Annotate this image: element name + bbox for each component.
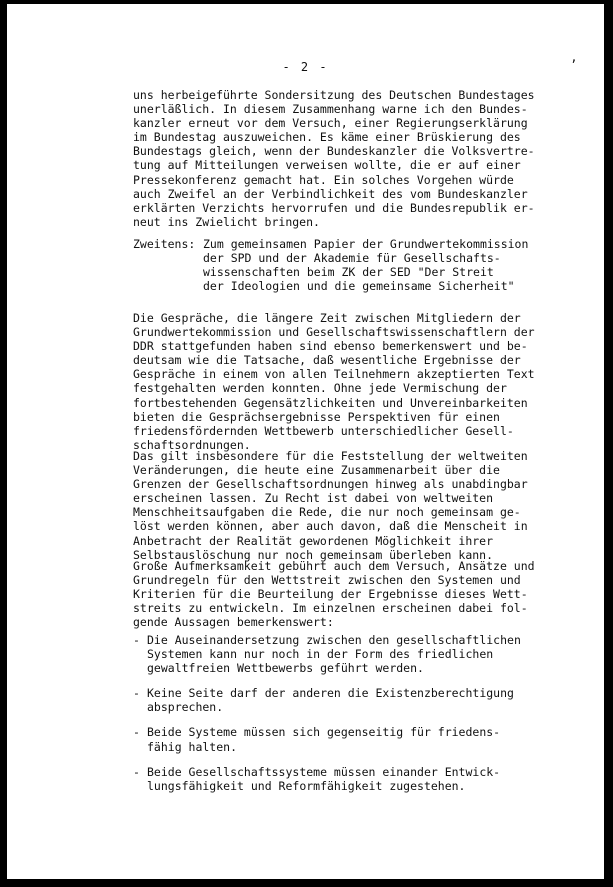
section-heading-zweitens (203, 237, 563, 293)
corner-mark: ʼ (570, 58, 578, 72)
list-line: Die Auseinandersetzung zwischen den gesellschaftlichen (147, 633, 521, 647)
paragraph-3 (133, 449, 563, 562)
list-line: fähig halten. (147, 739, 238, 754)
text-line: schaftsordnungen. (133, 437, 251, 452)
text-line: Anbetracht der Realität gewordenen Möglichkeit ihrer (133, 533, 494, 548)
list-dash: - (133, 686, 140, 701)
text-line: Große Aufmerksamkeit gebührt auch dem Versuch, Ansätze und (133, 559, 535, 573)
text-line: tung auf Mitteilungen verweisen wollte, die er auf einer (133, 158, 521, 173)
text-line: streits zu entwickeln. Im einzelnen erscheinen dabei fol- (133, 601, 528, 616)
text-line: Menschheitsaufgaben die Rede, die nur noch gemeinsam ge- (133, 505, 521, 520)
text-line: unerläßlich. In diesem Zusammenhang warne ich den Bundes- (133, 102, 528, 117)
section-label-zweitens: Zweitens: (133, 237, 196, 251)
text-line: kanzler erneut vor dem Versuch, einer Regierungserklärung (133, 116, 528, 131)
document-page (7, 4, 604, 879)
list-line: Keine Seite darf der anderen die Existenzberechtigung (147, 686, 514, 701)
text-line: Grundwertekommission und Gesellschaftswissenschaftlern der (133, 325, 535, 340)
list-line: Systemen kann nur noch in der Form des friedlichen (147, 647, 494, 662)
list-line: lungsfähigkeit und Reformfähigkeit zugestehen. (147, 778, 466, 793)
text-line: im Bundestag auszuweichen. Es käme einer Brüskierung des (133, 130, 521, 145)
text-line: Selbstauslöschung nur noch gemeinsam überleben kann. (133, 547, 494, 562)
text-line: löst werden können, aber auch davon, daß die Menscheit in (133, 519, 528, 534)
text-line: Veränderungen, die heute eine Zusammenarbeit über die (133, 463, 500, 478)
page-number: - 2 - (282, 60, 329, 74)
text-line: Die Gespräche, die längere Zeit zwischen Mitgliedern der (133, 311, 521, 325)
heading-line: der SPD und der Akademie für Gesellschafts- (203, 251, 501, 266)
list-line: Beide Systeme müssen sich gegenseitig für friedens- (147, 725, 501, 740)
heading-line: Zum gemeinsamen Papier der Grundwertekommission (203, 237, 529, 251)
text-line: Pressekonferenz gemacht hat. Ein solches Vorgehen würde (133, 172, 514, 187)
text-line: gende Aussagen bemerkenswert: (133, 615, 334, 630)
paragraph-1 (133, 88, 563, 229)
text-line: friedensfördernden Wettbewerb unterschiedlicher Gesell- (133, 423, 514, 438)
text-line: fortbestehenden Gegensätzlichkeiten und Unvereinbarkeiten (133, 395, 528, 410)
document-body (7, 4, 604, 879)
heading-line: der Ideologien und die gemeinsame Sicherheit" (203, 279, 515, 294)
text-line: erscheinen lassen. Zu Recht ist dabei von weltweiten (133, 491, 494, 506)
list-item (133, 686, 573, 714)
statement-list (133, 633, 573, 804)
list-item (133, 765, 573, 793)
text-line: DDR stattgefunden haben sind ebenso bemerkenswert und be- (133, 339, 528, 354)
text-line: Das gilt insbesondere für die Feststellung der weltweiten (133, 449, 528, 463)
text-line: uns herbeigeführte Sondersitzung des Deutschen Bundestages (133, 88, 535, 102)
text-line: Grenzen der Gesellschaftsordnungen hinweg als unabdingbar (133, 477, 528, 492)
list-line: absprechen. (147, 700, 224, 715)
list-line: Beide Gesellschaftssysteme müssen einander Entwick- (147, 764, 501, 779)
text-line: erklärten Verzichts hervorrufen und die Bundesrepublik er- (133, 200, 535, 215)
text-line: festgehalten werden konnten. Ohne jede Vermischung der (133, 381, 507, 396)
text-line: bieten die Gesprächsergebnisse Perspektiven für einen (133, 409, 500, 424)
text-line: deutsam wie die Tatsache, daß wesentliche Ergebnisse der (133, 353, 521, 368)
text-line: Kriterien für die Beurteilung der Ergebnisse dieses Wett- (133, 587, 528, 602)
list-dash: - (133, 725, 140, 740)
text-line: Gespräche in einem von allen Teilnehmern akzeptierten Text (133, 367, 535, 382)
list-item (133, 725, 573, 753)
text-line: auch Zweifel an der Verbindlichkeit des vom Bundeskanzler (133, 186, 528, 201)
paragraph-2 (133, 311, 563, 452)
list-item (133, 633, 573, 675)
text-line: Bundestags gleich, wenn der Bundeskanzler die Volksvertre- (133, 144, 535, 159)
heading-line: wissenschaften beim ZK der SED "Der Streit (203, 265, 494, 280)
text-line: neut ins Zwielicht bringen. (133, 214, 320, 229)
list-dash: - (133, 764, 140, 779)
paragraph-4 (133, 559, 563, 629)
list-line: gewaltfreien Wettbewerbs geführt werden. (147, 661, 424, 676)
text-line: Grundregeln für den Wettstreit zwischen den Systemen und (133, 573, 521, 588)
list-dash: - (133, 633, 140, 647)
